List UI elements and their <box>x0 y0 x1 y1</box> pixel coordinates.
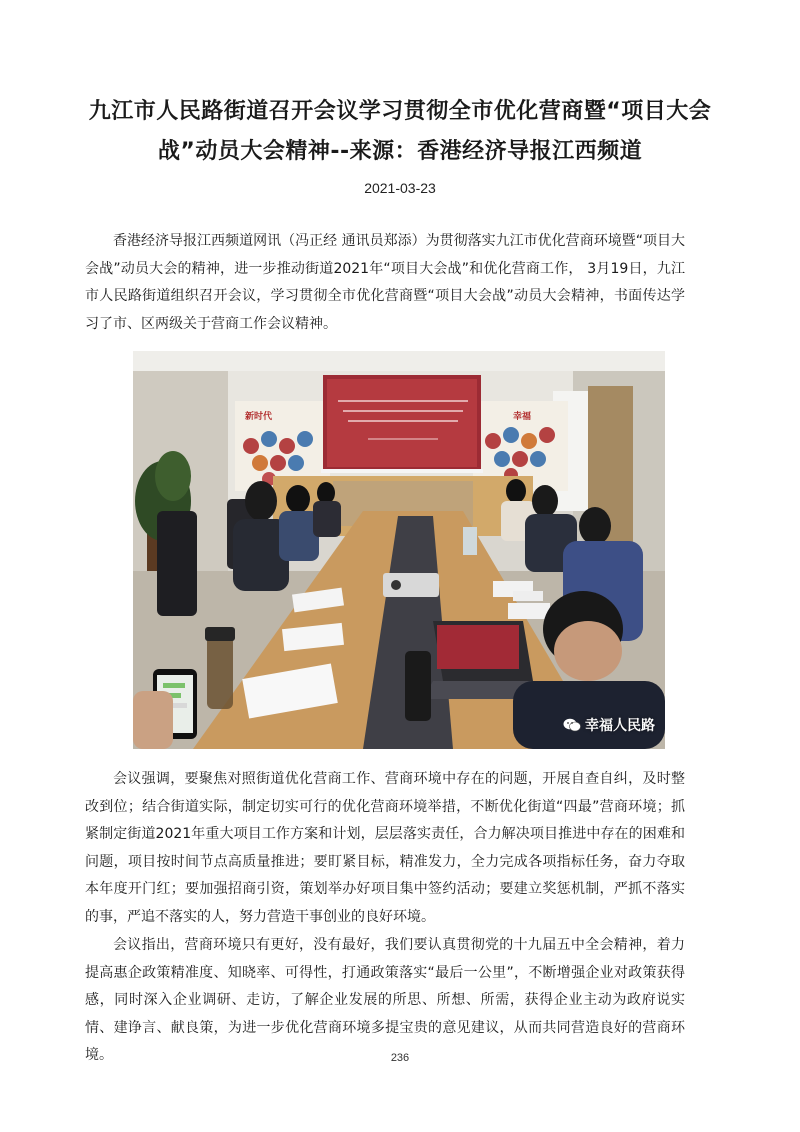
paragraph-intro: 香港经济导报江西频道网讯（冯正经 通讯员郑添）为贯彻落实九江市优化营商环境暨“项目大会战”动员大会的精神，进一步推动街道2021年“项目大会战”和优化营商工作， 3月19日，九江市人民路街道组织召开会议，学习贯彻全市优化营商暨“项目大会战”动员大会精神，书面传达学习了市、区两级关于营商工作会议精神。 <box>85 233 685 332</box>
wechat-icon <box>563 718 581 732</box>
wall-left-sign: 新时代 <box>245 412 273 422</box>
paragraph-emphasis: 会议强调，要聚焦对照街道优化营商工作、营商环境中存在的问题，开展自查自纠，及时整改到位；结合街道实际，制定切实可行的优化营商环境举措，不断优化街道“四最”营商环境；抓紧制定街道2021年重大项目工作方案和计划，层层落实责任，合力解决项目推进中存在的困难和问题，项目按时间节点高质量推进；要盯紧目标，精准发力，全力完成各项指标任务，奋力夺取本年度开门红；要加强招商引资，策划举办好项目集中签约活动；要建立奖惩机制，严抓不落实的事，严追不落实的人，努力营造干事创业的良好环境。 <box>85 771 685 925</box>
meeting-photo <box>133 351 665 749</box>
photo-watermark <box>563 715 655 735</box>
watermark-text: 幸福人民路 <box>585 718 655 734</box>
wall-right-sign: 幸福 <box>513 412 532 422</box>
meeting-photo-illustration <box>133 351 665 749</box>
article-date: 2021-03-23 <box>364 180 436 196</box>
paragraph-conclusion: 会议指出，营商环境只有更好，没有最好，我们要认真贯彻党的十九届五中全会精神，着力提高惠企政策精准度、知晓率、可得性，打通政策落实“最后一公里”，不断增强企业对政策获得感，同时深入企业调研、走访，了解企业发展的所思、所想、所需，获得企业主动为政府说实情、建诤言、献良策，为进一步优化营商环境多提宝贵的意见建议，从而共同营造良好的营商环境。 <box>85 937 685 1064</box>
page-number: 236 <box>390 1052 410 1064</box>
article-title: 九江市人民路街道召开会议学习贯彻全市优化营商暨“项目大会战”动员大会精神--来源：香港经济导报江西频道 <box>88 99 712 164</box>
